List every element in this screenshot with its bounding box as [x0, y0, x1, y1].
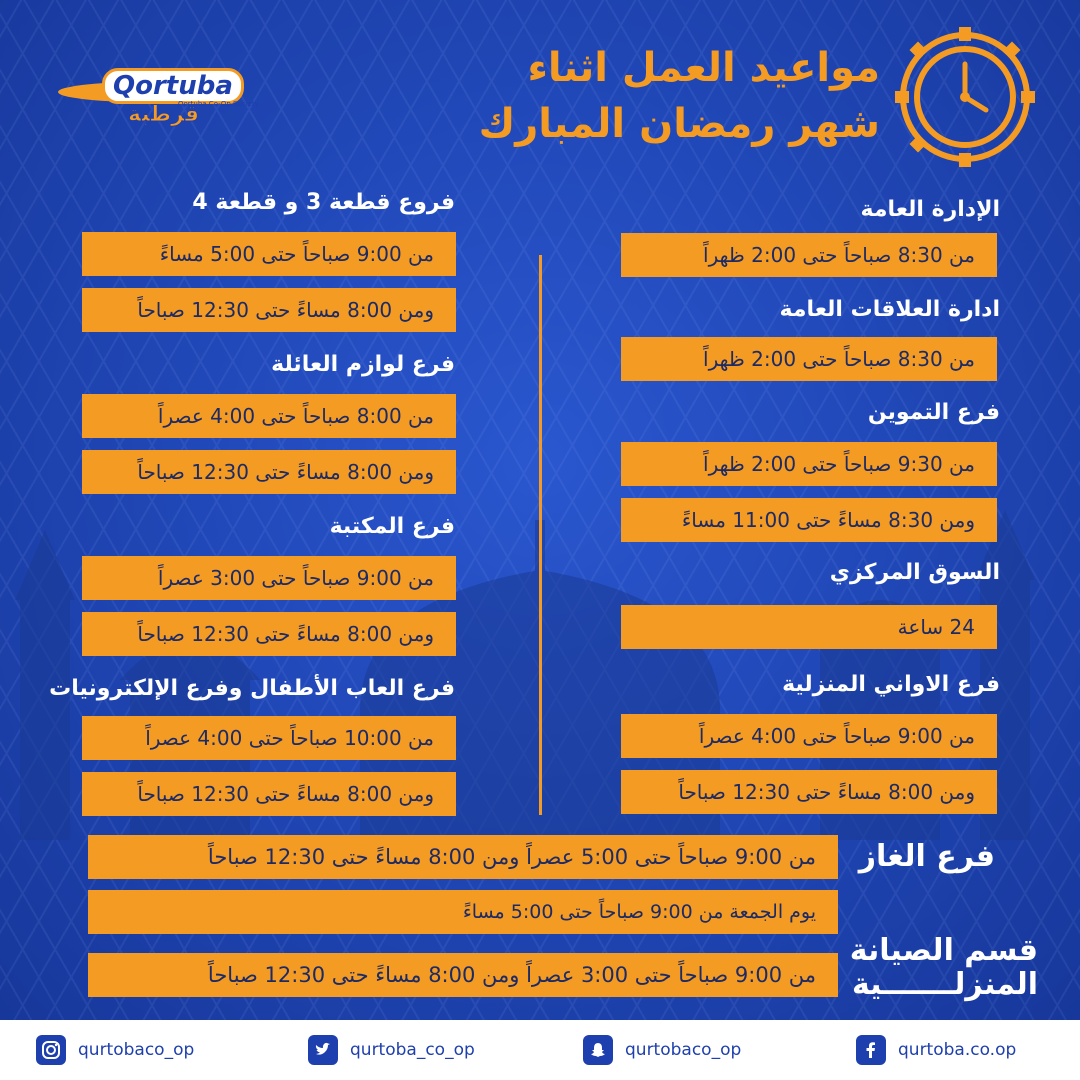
snapchat-handle: qurtobaco_op	[625, 1040, 742, 1060]
schedule-bar: ومن 8:00 مساءً حتى 12:30 صباحاً	[621, 770, 997, 814]
logo-name-en: Qortuba	[102, 68, 244, 104]
schedule-bar: من 9:00 صباحاً حتى 5:00 عصراً ومن 8:00 مساءً حتى 12:30 صباحاً	[88, 835, 838, 879]
schedule-bar: من 9:00 صباحاً حتى 5:00 مساءً	[82, 232, 456, 276]
schedule-bar: ومن 8:00 مساءً حتى 12:30 صباحاً	[82, 772, 456, 816]
footer	[0, 1020, 1080, 1080]
title-line-1: مواعيد العمل اثناء	[527, 45, 880, 91]
footer-instagram[interactable]	[36, 1034, 194, 1066]
schedule-bar: ومن 8:00 مساءً حتى 12:30 صباحاً	[82, 288, 456, 332]
section-title-library: فرع المكتبة	[329, 514, 455, 539]
schedule-bar: من 9:30 صباحاً حتى 2:00 ظهراً	[621, 442, 997, 486]
facebook-handle: qurtoba.co.op	[898, 1040, 1017, 1060]
schedule-bar: ومن 8:00 مساءً حتى 12:30 صباحاً	[82, 612, 456, 656]
gas-branch-title: فرع الغاز	[858, 839, 995, 874]
schedule-bar: يوم الجمعة من 9:00 صباحاً حتى 5:00 مساءً	[88, 890, 838, 934]
column-divider	[539, 255, 542, 815]
footer-facebook[interactable]	[856, 1034, 1016, 1066]
footer-twitter[interactable]	[308, 1034, 475, 1066]
schedule-bar: من 9:00 صباحاً حتى 3:00 عصراً	[82, 556, 456, 600]
section-title-supply-branch: فرع التموين	[867, 400, 1000, 425]
section-title-public-relations: ادارة العلاقات العامة	[779, 297, 1000, 322]
logo-sub-en: Qortuba Co-Op Society	[178, 100, 259, 108]
maintenance-title-line-2: المنزلـــــــية	[851, 967, 1038, 1002]
maintenance-title-line-1: قسم الصيانة	[849, 933, 1038, 968]
title-line-2: شهر رمضان المبارك	[478, 101, 880, 147]
schedule-bar: 24 ساعة	[621, 605, 997, 649]
section-title-toys-electronics: فرع العاب الأطفال وفرع الإلكترونيات	[49, 676, 455, 701]
section-title-central-market: السوق المركزي	[829, 560, 1000, 585]
schedule-bar: ومن 8:30 مساءً حتى 11:00 مساءً	[621, 498, 997, 542]
schedule-bar: من 9:00 صباحاً حتى 4:00 عصراً	[621, 714, 997, 758]
logo-name-ar: قرطبة	[128, 102, 200, 127]
schedule-bar: من 8:00 صباحاً حتى 4:00 عصراً	[82, 394, 456, 438]
section-title-family-supplies: فرع لوازم العائلة	[271, 352, 455, 377]
clock-gear-icon	[890, 22, 1040, 172]
section-title-household-branch: فرع الاواني المنزلية	[782, 672, 1000, 697]
facebook-icon	[856, 1035, 886, 1065]
logo	[58, 52, 259, 132]
schedule-bar: من 8:30 صباحاً حتى 2:00 ظهراً	[621, 233, 997, 277]
instagram-icon	[36, 1035, 66, 1065]
snapchat-icon	[583, 1035, 613, 1065]
section-title-plots-branch: فروع قطعة 3 و قطعة 4	[192, 190, 455, 215]
twitter-icon	[308, 1035, 338, 1065]
schedule-bar: ومن 8:00 مساءً حتى 12:30 صباحاً	[82, 450, 456, 494]
schedule-bar: من 9:00 صباحاً حتى 3:00 عصراً ومن 8:00 مساءً حتى 12:30 صباحاً	[88, 953, 838, 997]
twitter-handle: qurtoba_co_op	[350, 1040, 475, 1060]
instagram-handle: qurtobaco_op	[78, 1040, 195, 1060]
schedule-bar: من 8:30 صباحاً حتى 2:00 ظهراً	[621, 337, 997, 381]
schedule-bar: من 10:00 صباحاً حتى 4:00 عصراً	[82, 716, 456, 760]
section-title-general-admin: الإدارة العامة	[860, 197, 1000, 222]
page-title	[460, 40, 880, 152]
footer-snapchat[interactable]	[583, 1034, 741, 1066]
